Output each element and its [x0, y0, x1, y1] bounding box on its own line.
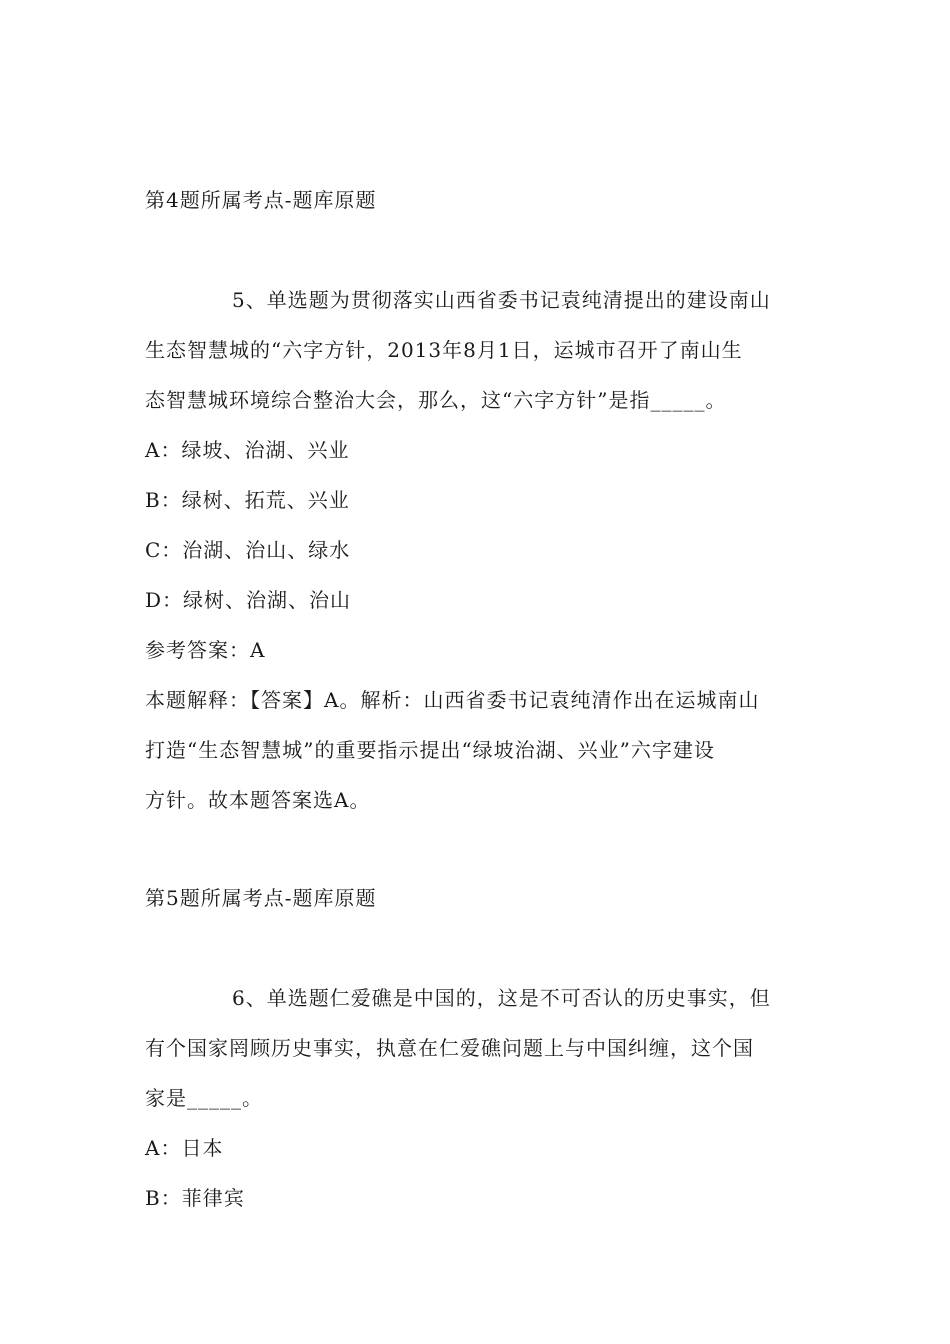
question-5-answer: 参考答案：A: [145, 638, 266, 662]
question-6-stem-line-2: 有个国家罔顾历史事实，执意在仁爱礁问题上与中国纠缠，这个国: [145, 1036, 754, 1060]
question-5-stem-line-3: 态智慧城环境综合整治大会，那么，这“六字方针”是指_____。: [145, 388, 727, 412]
question-5-option-b: B：绿树、拓荒、兴业: [145, 488, 350, 512]
question-5-option-d: D：绿树、治湖、治山: [145, 588, 352, 612]
question-5-option-a: A：绿坡、治湖、兴业: [145, 438, 350, 462]
section-5-source: 第5题所属考点-题库原题: [145, 886, 377, 910]
question-6-option-b: B：菲律宾: [145, 1186, 245, 1210]
question-5-explanation-line-1: 本题解释：【答案】A。解析：山西省委书记袁纯清作出在运城南山: [145, 688, 760, 712]
question-6-stem-line-3: 家是_____。: [145, 1086, 263, 1110]
question-5-stem-line-2: 生态智慧城的“六字方针，2013年8月1日，运城市召开了南山生: [145, 338, 743, 362]
question-5-option-c: C：治湖、治山、绿水: [145, 538, 351, 562]
question-6-option-a: A：日本: [145, 1136, 224, 1160]
question-6-stem-line-1: 6、单选题仁爱礁是中国的，这是不可否认的历史事实，但: [232, 986, 771, 1010]
section-4-source: 第4题所属考点-题库原题: [145, 188, 377, 212]
question-5-explanation-line-3: 方针。故本题答案选A。: [145, 788, 371, 812]
question-5-explanation-line-2: 打造“生态智慧城”的重要指示提出“绿坡治湖、兴业”六字建设: [145, 738, 715, 762]
question-5-stem-line-1: 5、单选题为贯彻落实山西省委书记袁纯清提出的建设南山: [232, 288, 771, 312]
